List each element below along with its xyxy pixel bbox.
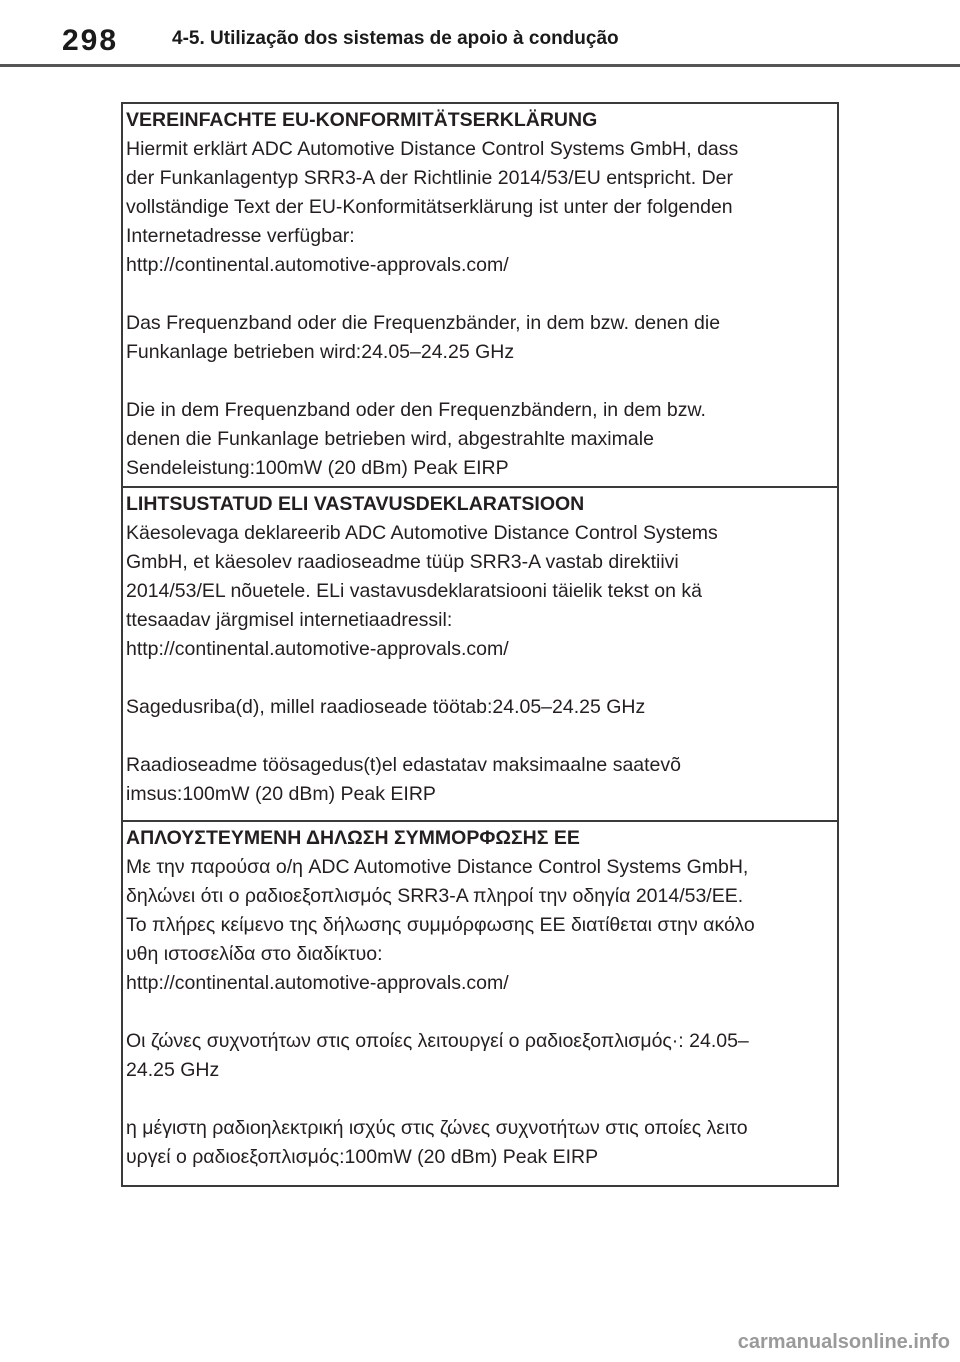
text-line: denen die Funkanlage betrieben wird, abgestrahlte maximale	[126, 428, 654, 450]
text-line: Το πλήρες κείμενο της δήλωσης συμμόρφωσης ΕΕ διατίθεται στην ακόλο	[126, 914, 755, 936]
url-text: http://continental.automotive-approvals.com/	[126, 972, 509, 994]
text-line: Με την παρούσα ο/η ADC Automotive Distance Control Systems GmbH,	[126, 856, 749, 878]
text-line: Die in dem Frequenzband oder den Frequenzbändern, in dem bzw.	[126, 399, 706, 421]
text-line: vollständige Text der EU-Konformitätserklärung ist unter der folgenden	[126, 196, 733, 218]
text-line: υργεί ο ραδιοεξοπλισμός:100mW (20 dBm) Peak EIRP	[126, 1146, 599, 1168]
page-number: 298	[62, 24, 119, 57]
text-line: ttesaadav järgmisel internetiaadressil:	[126, 609, 453, 631]
section-heading: VEREINFACHTE EU-KONFORMITÄTSERKLÄRUNG	[126, 109, 598, 131]
watermark-text: carmanualsonline.info	[737, 1331, 950, 1353]
url-text: http://continental.automotive-approvals.com/	[126, 638, 509, 660]
declaration-section-german	[123, 104, 837, 486]
declaration-section-greek	[123, 820, 837, 1185]
text-line: Käesolevaga deklareerib ADC Automotive Distance Control Systems	[126, 522, 718, 544]
text-line: Sagedusriba(d), millel raadioseade töötab:24.05–24.25 GHz	[126, 696, 646, 718]
text-line: Hiermit erklärt ADC Automotive Distance Control Systems GmbH, dass	[126, 138, 739, 160]
text-line: η μέγιστη ραδιοηλεκτρική ισχύς στις ζώνες συχνοτήτων στις οποίες λειτο	[126, 1117, 748, 1139]
text-line: Sendeleistung:100mW (20 dBm) Peak EIRP	[126, 457, 509, 479]
declaration-box	[121, 102, 839, 1187]
declaration-section-estonian	[123, 486, 837, 820]
section-heading: LIHTSUSTATUD ELI VASTAVUSDEKLARATSIOON	[126, 493, 585, 515]
text-line: Οι ζώνες συχνοτήτων στις οποίες λειτουργεί ο ραδιοεξοπλισμός·: 24.05–	[126, 1030, 749, 1052]
text-line: imsus:100mW (20 dBm) Peak EIRP	[126, 783, 436, 805]
text-line: Internetadresse verfügbar:	[126, 225, 355, 247]
text-line: GmbH, et käesolev raadioseadme tüüp SRR3-A vastab direktiivi	[126, 551, 679, 573]
header-rule	[0, 64, 960, 67]
section-heading: ΑΠΛΟΥΣΤΕΥΜΕΝΗ ΔΗΛΩΣΗ ΣΥΜΜΟΡΦΩΣΗΣ ΕΕ	[126, 827, 580, 849]
text-line: Das Frequenzband oder die Frequenzbänder, in dem bzw. denen die	[126, 312, 721, 334]
text-line: der Funkanlagentyp SRR3-A der Richtlinie 2014/53/EU entspricht. Der	[126, 167, 733, 189]
page-header	[0, 0, 960, 70]
text-line: Funkanlage betrieben wird:24.05–24.25 GHz	[126, 341, 515, 363]
text-line: 24.25 GHz	[126, 1059, 220, 1081]
url-text: http://continental.automotive-approvals.com/	[126, 254, 509, 276]
text-line: 2014/53/EL nõuetele. ELi vastavusdeklaratsiooni täielik tekst on kä	[126, 580, 702, 602]
section-title: 4-5. Utilização dos sistemas de apoio à condução	[172, 28, 619, 49]
text-line: δηλώνει ότι ο ραδιοεξοπλισμός SRR3-A πληροί την οδηγία 2014/53/ΕΕ.	[126, 885, 744, 907]
text-line: υθη ιστοσελίδα στο διαδίκτυο:	[126, 943, 383, 965]
text-line: Raadioseadme töösagedus(t)el edastatav maksimaalne saatevõ	[126, 754, 681, 776]
